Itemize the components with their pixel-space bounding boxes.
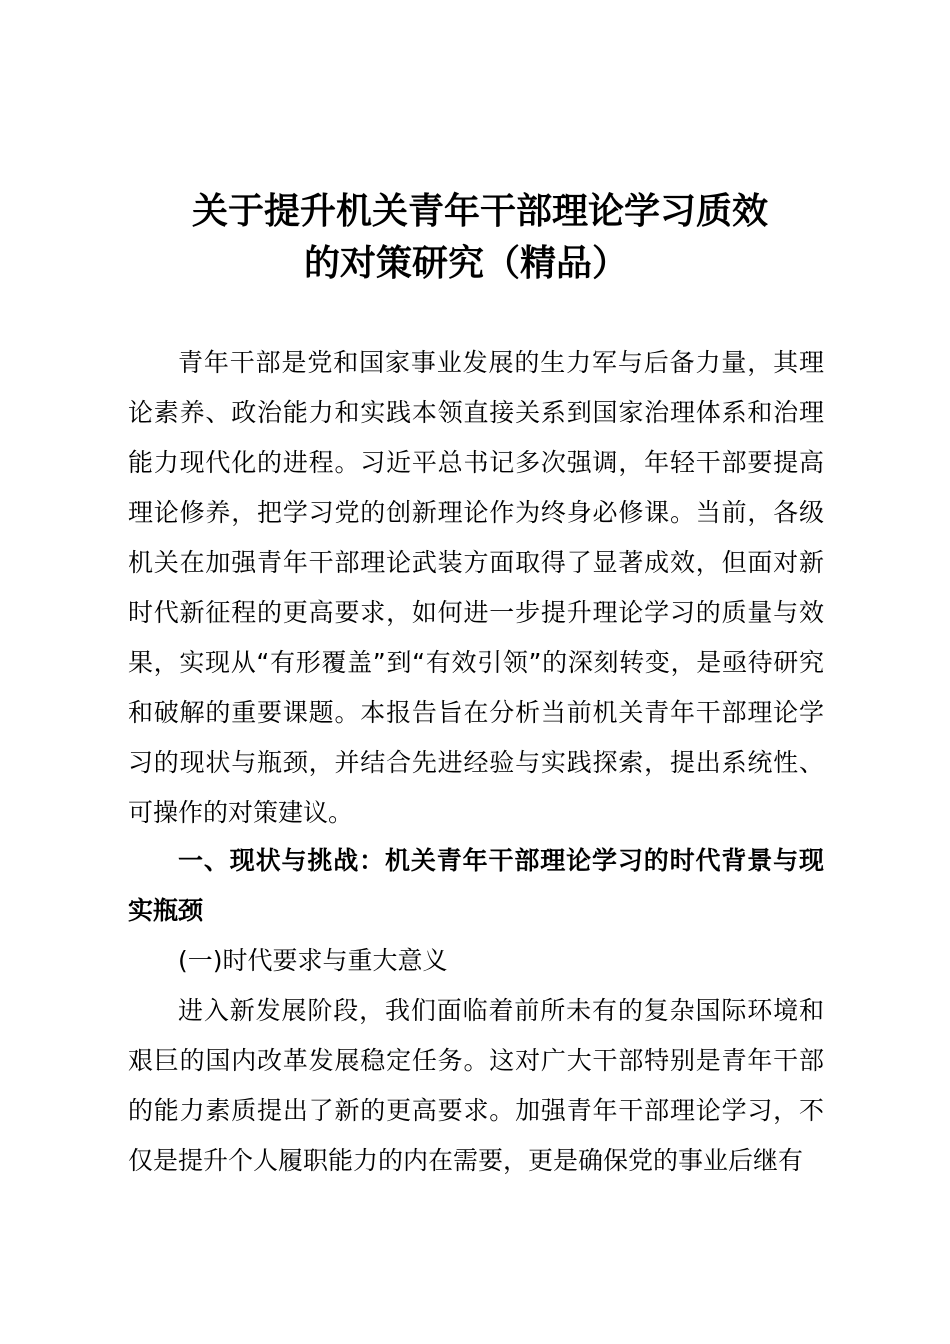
document-title-line-2: 的对策研究（精品）: [304, 243, 629, 284]
document-title-line-1: 关于提升机关青年干部理论学习质效: [192, 191, 769, 232]
intro-paragraph: 青年干部是党和国家事业发展的生力军与后备力量，其理论素养、政治能力和实践本领直接关系到国家治理体系和治理能力现代化的进程。习近平总书记多次强调，年轻干部要提高理论修养，把学习党的创新理论作为终身必修课。当前，各级机关在加强青年干部理论武装方面取得了显著成效，但面对新时代新征程的更高要求，如何进一步提升理论学习的质量与效果，实现从“有形覆盖”到“有效引领”的深刻转变，是亟待研究和破解的重要课题。本报告旨在分析当前机关青年干部理论学习的现状与瓶颈，并结合先进经验与实践探索，提出系统性、可操作的对策建议。: [128, 348, 824, 827]
section-1-heading: 一、现状与挑战：机关青年干部理论学习的时代背景与现实瓶颈: [128, 846, 824, 925]
subsection-1-heading: (一)时代要求与重大意义: [178, 946, 448, 975]
subsection-1-paragraph: 进入新发展阶段，我们面临着前所未有的复杂国际环境和艰巨的国内改革发展稳定任务。这对广大干部特别是青年干部的能力素质提出了新的更高要求。加强青年干部理论学习，不仅是提升个人履职能力的内在需要，更是确保党的事业后继有: [128, 996, 824, 1175]
